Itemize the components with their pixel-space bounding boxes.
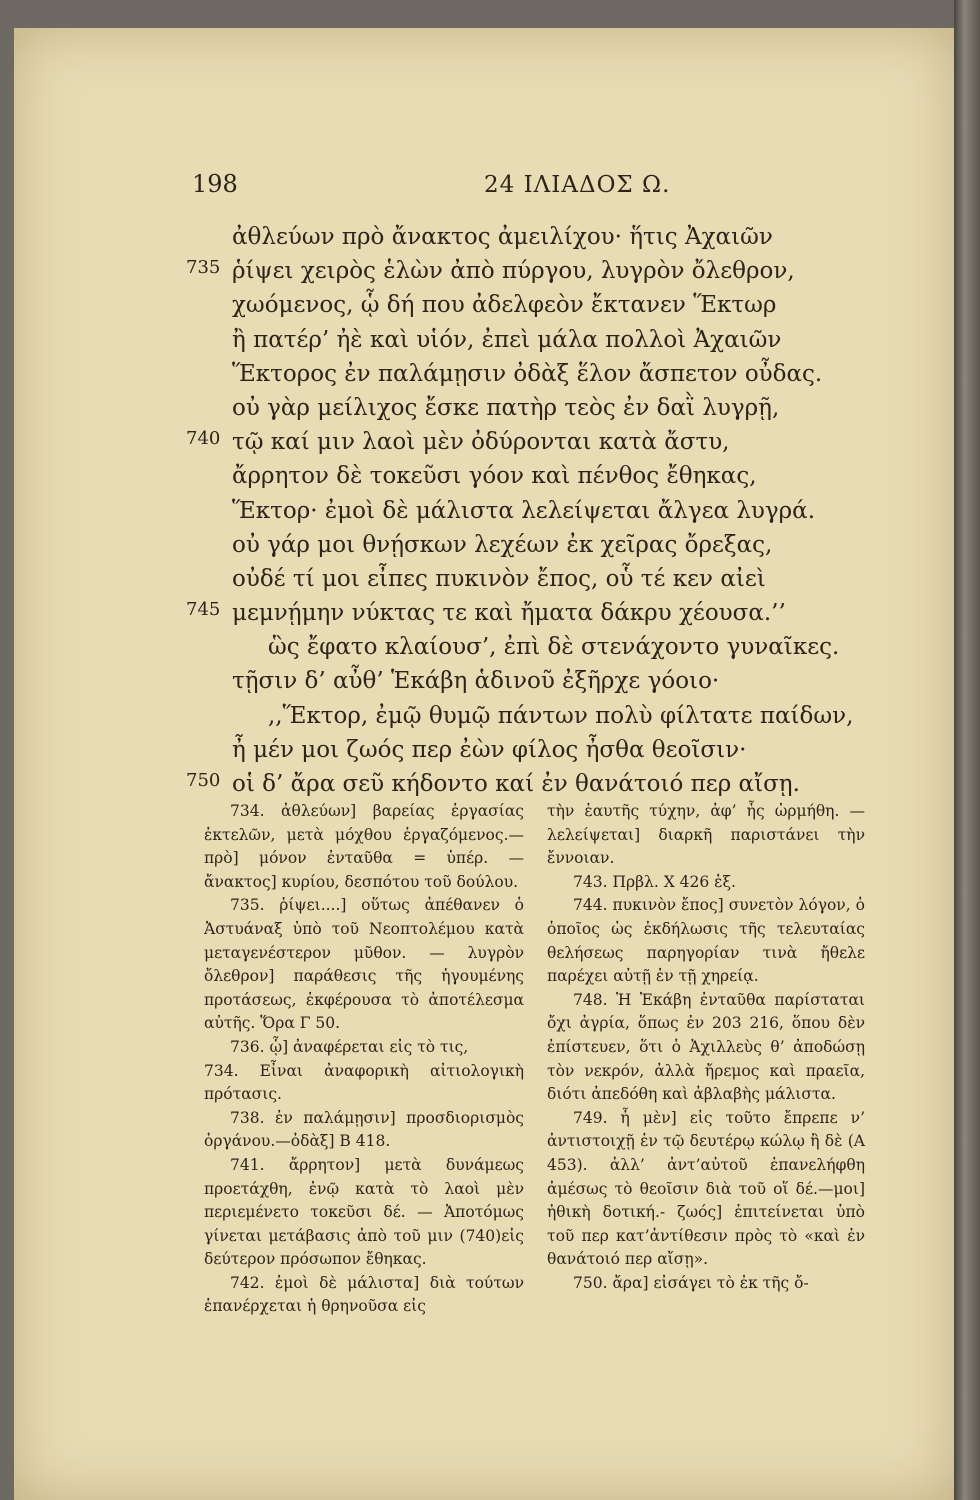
- note-paragraph: 749. ἦ μὲν] εἰς τοῦτο ἔπρεπε ν’ ἀντιστοιχῇ ἐν τῷ δευτέρῳ κώλῳ ἢ δὲ (Α 453). ἀλλ’ ἀντ’αὐτοῦ ἐπανελήφθη ἀμέσως τὸ θεοῖσιν διὰ τοῦ οἵ δέ.—μοι] ἠθικὴ δοτική.- ζωός] ἐπιτείνεται ὑπὸ τοῦ περ κατ’ἀντίθεσιν πρὸς τὸ «καὶ ἐν θανάτοιό περ αἴσῃ».: [547, 1108, 865, 1269]
- verse-line: [14, 288, 954, 322]
- verse-text: ἦ μέν μοι ζωός περ ἐὼν φίλος ἦσθα θεοῖσιν·: [232, 736, 747, 763]
- note-paragraph: 750. ἄρα] εἰσάγει τὸ ἐκ τῆς ὄ-: [573, 1273, 809, 1292]
- verse-line: [14, 425, 954, 459]
- verse-text: οὐ γάρ μοι θνῄσκων λεχέων ἐκ χεῖρας ὄρεξας,: [232, 531, 773, 558]
- verse-text: ,,Ἕκτορ, ἐμῷ θυμῷ πάντων πολὺ φίλτατε παίδων,: [268, 702, 854, 729]
- note-paragraph: 742. ἐμοὶ δὲ μάλιστα] διὰ τούτων ἐπανέρχεται ἡ θρηνοῦσα εἰς: [204, 1273, 524, 1316]
- verse-line: [14, 767, 954, 801]
- verse-line: [14, 630, 954, 664]
- line-number: 740: [186, 428, 221, 450]
- note-paragraph: 748. Ἡ Ἑκάβη ἐνταῦθα παρίσταται ὄχι ἀγρία, ὅπως ἐν 203 216, ὅπου δὲν ἐπίστευεν, ὅτι ὁ Ἀχιλλεὺς θ’ ἀποδώσῃ τὸν νεκρόν, ἀλλὰ ἤρεμος καὶ πραεῖα, διότι ἀπεδόθη καὶ ἀβλαβὴς μάλιστα.: [547, 990, 865, 1104]
- note-paragraph: 734. Εἶναι ἀναφορικὴ αἰτιολογικὴ πρότασις.: [204, 1061, 524, 1104]
- verse-line: [14, 699, 954, 733]
- verse-text: οὐ γὰρ μείλιχος ἔσκε πατὴρ τεὸς ἐν δαῒ λυγρῇ,: [232, 394, 780, 421]
- verse-text: χωόμενος, ᾧ δή που ἀδελφεὸν ἔκτανεν Ἕκτωρ: [232, 292, 777, 319]
- verse-text: Ἕκτορος ἐν παλάμῃσιν ὀδὰξ ἕλον ἄσπετον οὖδας.: [232, 360, 823, 387]
- verse-block: [14, 220, 954, 801]
- verse-line: [14, 596, 954, 630]
- notes-column-right: [547, 800, 865, 1295]
- page-number: 198: [192, 170, 238, 198]
- verse-line: [14, 733, 954, 767]
- note-paragraph: 741. ἄρρητον] μετὰ δυνάμεως προετάχθη, ἐνῷ κατὰ τὸ λαοὶ μὲν περιεμένετο τοκεῦσι δέ. — Ἀποτόμως γίνεται μετάβασις ἀπὸ τοῦ μιν (740)εἰς δεύτερον πρόσωπον ἔθηκας.: [204, 1155, 524, 1269]
- note-paragraph: τὴν ἑαυτῆς τύχην, ἀφ’ ἧς ὡρμήθη. — λελείψεται] διαρκῆ παριστάνει τὴν ἔννοιαν.: [547, 802, 865, 868]
- book-spine-edge: [954, 0, 980, 1500]
- note-paragraph: 744. πυκινὸν ἔπος] συνετὸν λόγον, ὁ ὁποῖος ὡς ἐκδήλωσις τῆς τελευταίας θελήσεως παρηγορίαν τινὰ ἤθελε παρέχει αὐτῇ ἐν τῇ χηρείᾳ.: [547, 896, 865, 986]
- line-number: 750: [186, 770, 221, 791]
- verse-line: [14, 323, 954, 357]
- line-number: 735: [186, 257, 221, 279]
- verse-text: Ἕκτορ· ἐμοὶ δὲ μάλιστα λελείψεται ἄλγεα λυγρά.: [232, 497, 816, 524]
- verse-text: ἢ πατέρ’ ἠὲ καὶ υἱόν, ἐπεὶ μάλα πολλοὶ Ἀχαιῶν: [232, 326, 782, 353]
- verse-text: οἱ δ’ ἄρα σεῦ κήδοντο καί ἐν θανάτοιό περ αἴσῃ.: [232, 771, 800, 797]
- verse-line: [14, 459, 954, 493]
- note-paragraph: 735. ῥίψει....] οὕτως ἀπέθανεν ὁ Ἀστυάναξ ὑπὸ τοῦ Νεοπτολέμου κατὰ μεταγενέστερον μῦθον. — λυγρὸν ὄλεθρον] παράθεσις τῆς ἡγουμένης προτάσεως, ἐκφέρουσα τὸ ἀποτέλεσμα αὐτῆς. Ὅρα Γ 50.: [204, 896, 524, 1033]
- verse-text: ὣς ἔφατο κλαίουσ’, ἐπὶ δὲ στενάχοντο γυναῖκες.: [268, 634, 840, 661]
- verse-text: μεμνῄμην νύκτας τε καὶ ἤματα δάκρυ χέουσα.’’: [232, 600, 786, 627]
- running-title: 24 ΙΛΙΑΔΟΣ Ω.: [484, 172, 671, 198]
- verse-text: τῷ καί μιν λαοὶ μὲν ὀδύρονται κατὰ ἄστυ,: [232, 429, 730, 456]
- verse-text: ἀθλεύων πρὸ ἄνακτος ἀμειλίχου· ἥτις Ἀχαιῶν: [232, 224, 773, 250]
- verse-text: τῇσιν δ’ αὖθ’ Ἑκάβη ἁδινοῦ ἐξῆρχε γόοιο·: [232, 668, 720, 695]
- verse-text: ῥίψει χειρὸς ἑλὼν ἀπὸ πύργου, λυγρὸν ὄλεθρον,: [232, 258, 795, 285]
- verse-text: ἄρρητον δὲ τοκεῦσι γόον καὶ πένθος ἔθηκας,: [232, 463, 757, 490]
- note-paragraph: 743. Πρβλ. Χ 426 ἑξ.: [573, 872, 736, 891]
- verse-line: [14, 528, 954, 562]
- verse-line: [14, 254, 954, 288]
- verse-line: [14, 357, 954, 391]
- verse-line: [14, 664, 954, 698]
- verse-line: [14, 562, 954, 596]
- verse-line: [14, 494, 954, 528]
- notes-column-left: [204, 800, 524, 1319]
- note-paragraph: 734. ἀθλεύων] βαρείας ἐργασίας ἐκτελῶν, μετὰ μόχθου ἐργαζόμενος.—πρὸ] μόνον ἐνταῦθα = ὑπέρ. — ἄνακτος] κυρίου, δεσπότου τοῦ δούλου.: [204, 802, 524, 891]
- note-paragraph: 738. ἐν παλάμῃσιν] προσδιορισμὸς ὀργάνου.—ὀδὰξ] Β 418.: [204, 1108, 524, 1151]
- line-number: 745: [186, 599, 221, 621]
- verse-line: [14, 220, 954, 254]
- verse-line: [14, 391, 954, 425]
- note-paragraph: 736. ᾧ] ἀναφέρεται εἰς τὸ τις,: [230, 1037, 469, 1056]
- book-page: [14, 28, 954, 1500]
- verse-text: οὐδέ τί μοι εἶπες πυκινὸν ἔπος, οὗ τέ κεν αἰεὶ: [232, 565, 766, 592]
- page-header: [14, 170, 954, 210]
